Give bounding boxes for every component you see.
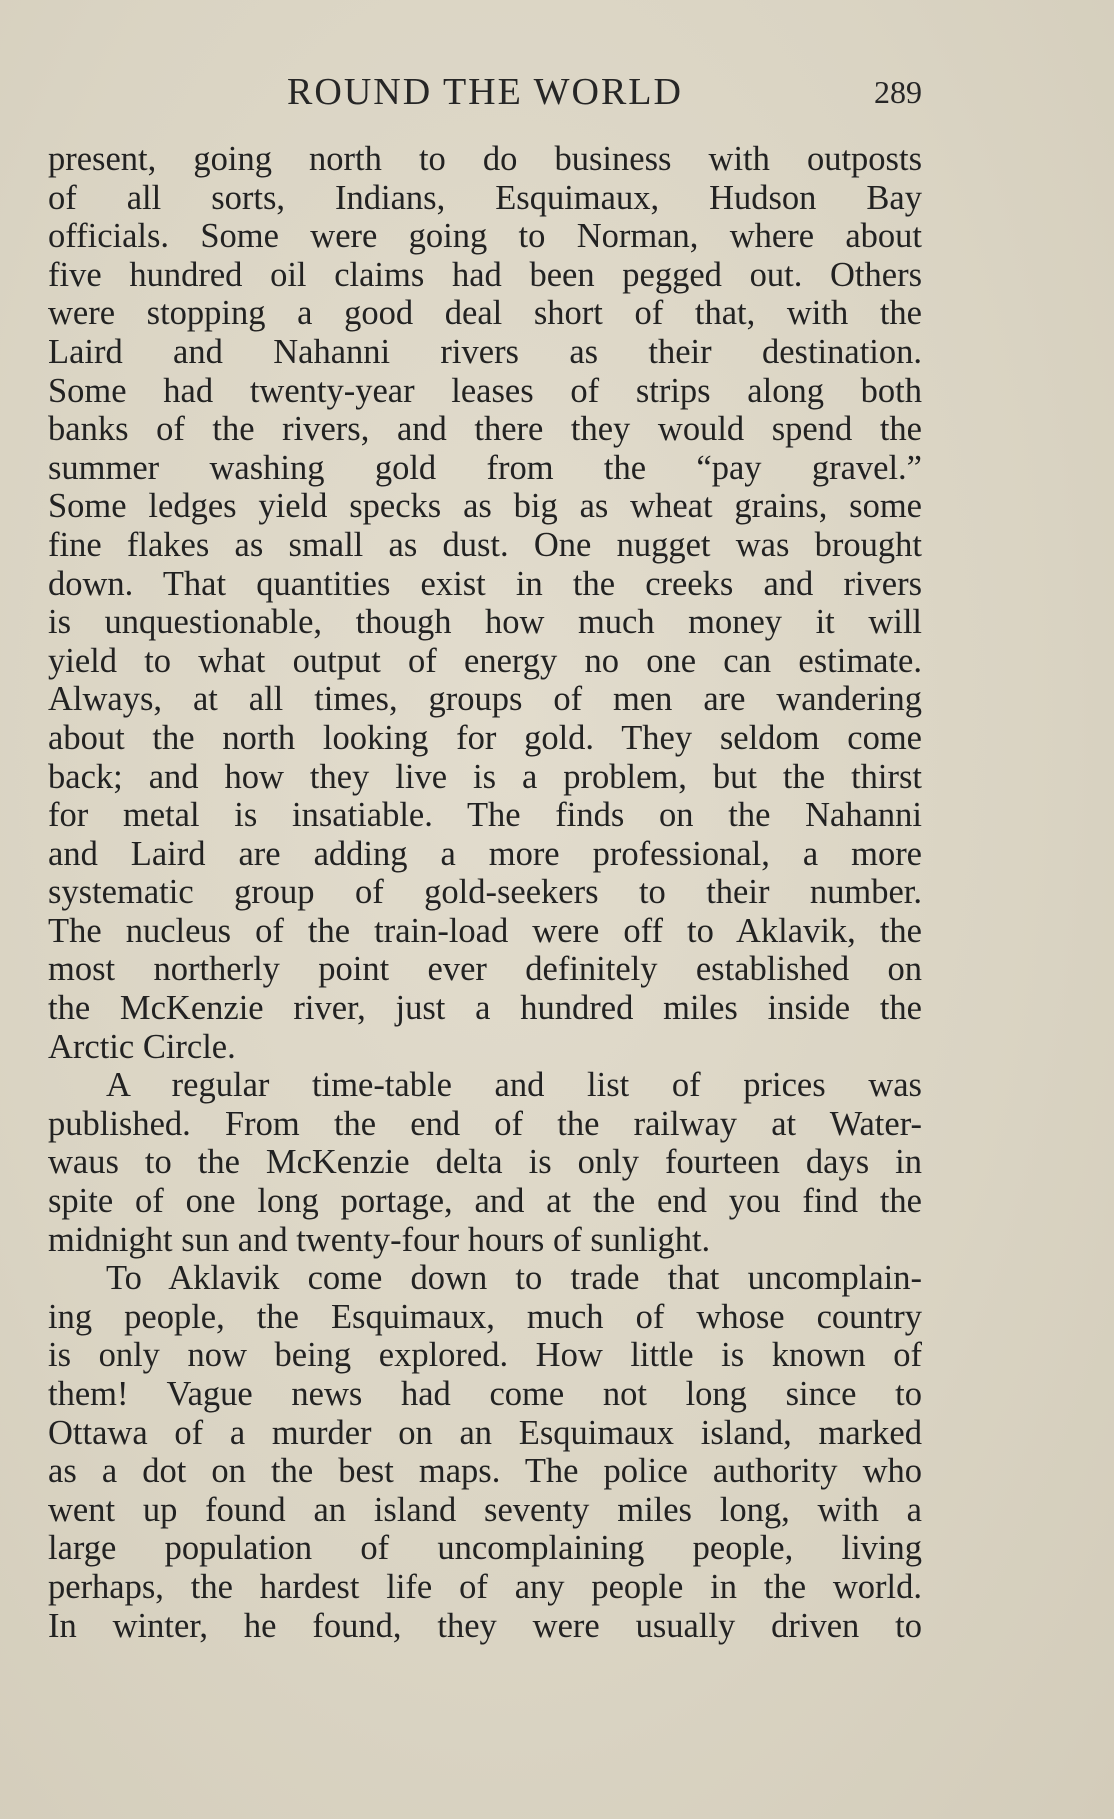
text-line: The nucleus of the train-load were off to Aklavik, the: [48, 911, 922, 950]
text-line: summer washing gold from the “pay gravel.”: [48, 448, 922, 487]
text-line: systematic group of gold-seekers to their number.: [48, 873, 922, 912]
text-line: of all sorts, Indians, Esquimaux, Hudson Bay: [48, 178, 922, 217]
text-line: five hundred oil claims had been pegged out. Others: [48, 255, 922, 294]
text-line: perhaps, the hardest life of any people in the world.: [48, 1567, 922, 1606]
text-line: about the north looking for gold. They seldom come: [48, 718, 922, 757]
page-number: 289: [874, 74, 922, 110]
text-line: back; and how they live is a problem, but the thirst: [48, 757, 922, 796]
text-line: Ottawa of a murder on an Esquimaux island, marked: [48, 1413, 922, 1452]
text-line: fine flakes as small as dust. One nugget was brought: [48, 525, 922, 564]
text-line: Some ledges yield specks as big as wheat grains, some: [48, 487, 922, 526]
text-line: In winter, he found, they were usually driven to: [48, 1606, 922, 1645]
text-line: for metal is insatiable. The finds on the Nahanni: [48, 796, 922, 835]
text-line: Laird and Nahanni rivers as their destination.: [48, 332, 922, 371]
body-text: [48, 140, 922, 1645]
text-line: yield to what output of energy no one can estimate.: [48, 641, 922, 680]
text-line: and Laird are adding a more professional, a more: [48, 834, 922, 873]
text-line: large population of uncomplaining people, living: [48, 1529, 922, 1568]
paragraph: [48, 140, 922, 1066]
text-line: published. From the end of the railway at Water-: [48, 1104, 922, 1143]
text-line: is only now being explored. How little is known of: [48, 1336, 922, 1375]
text-line: the McKenzie river, just a hundred miles inside the: [48, 989, 922, 1028]
text-line: is unquestionable, though how much money it will: [48, 603, 922, 642]
text-line: were stopping a good deal short of that, with the: [48, 294, 922, 333]
text-line: Always, at all times, groups of men are wandering: [48, 680, 922, 719]
text-line: To Aklavik come down to trade that uncomplain-: [106, 1259, 922, 1298]
text-line: officials. Some were going to Norman, where about: [48, 217, 922, 256]
text-line: them! Vague news had come not long since to: [48, 1375, 922, 1413]
text-line: most northerly point ever definitely established on: [48, 950, 922, 989]
text-line: midnight sun and twenty-four hours of sunlight.: [48, 1220, 711, 1259]
text-line: A regular time-table and list of prices was: [106, 1066, 922, 1105]
running-title: ROUND THE WORLD: [287, 71, 683, 113]
text-line: banks of the rivers, and there they would spend the: [48, 410, 922, 449]
running-head: [48, 70, 922, 116]
text-line: down. That quantities exist in the creeks and rivers: [48, 564, 922, 603]
text-line: went up found an island seventy miles long, with a: [48, 1490, 922, 1529]
text-line: Some had twenty-year leases of strips along both: [48, 371, 922, 410]
paragraph: [48, 1259, 922, 1645]
text-line: ing people, the Esquimaux, much of whose country: [48, 1297, 922, 1336]
text-line: as a dot on the best maps. The police authority who: [48, 1452, 922, 1491]
text-line: Arctic Circle.: [48, 1027, 236, 1066]
text-line: present, going north to do business with outposts: [48, 140, 922, 178]
text-line: waus to the McKenzie delta is only fourteen days in: [48, 1143, 922, 1182]
text-line: spite of one long portage, and at the end you find the: [48, 1182, 922, 1221]
paragraph: [48, 1066, 922, 1259]
